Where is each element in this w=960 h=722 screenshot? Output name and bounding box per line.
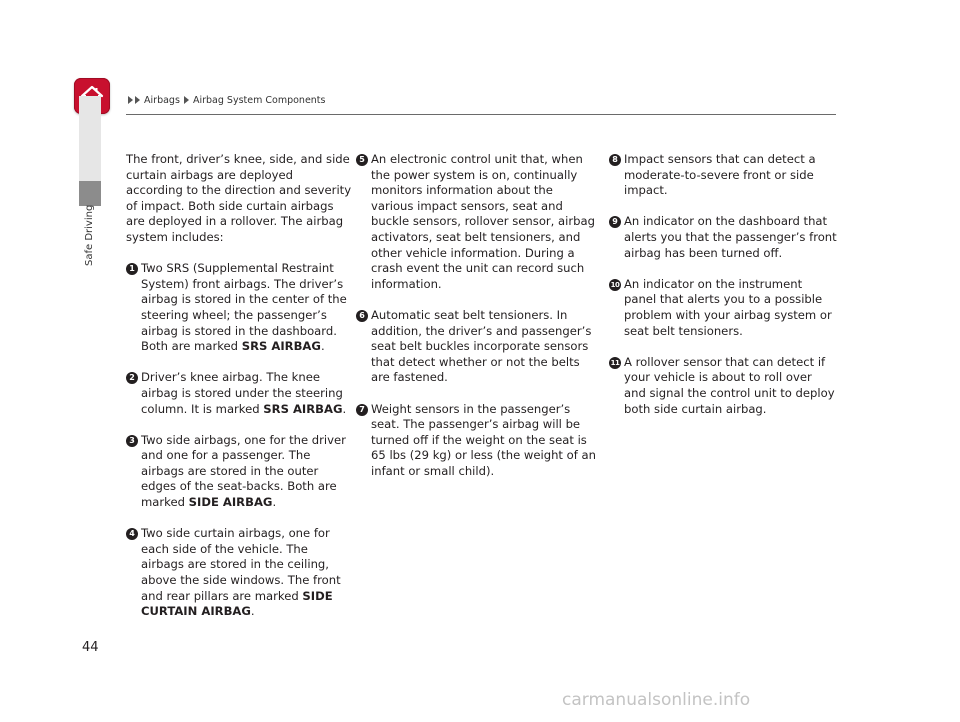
content-column-1 bbox=[126, 152, 352, 635]
breadcrumb-arrow-icon bbox=[135, 96, 140, 104]
header-divider bbox=[126, 114, 836, 115]
section-label: Safe Driving bbox=[84, 204, 95, 266]
list-item: 9 An indicator on the dashboard that alerts you that the passenger’s front airbag has been turned off. bbox=[609, 214, 837, 261]
list-item: 6 Automatic seat belt tensioners. In addition, the driver’s and passenger’s seat belt buckles incorporate sensors that detect whether or not the belts are fastened. bbox=[356, 308, 598, 386]
list-item: 3 Two side airbags, one for the driver and one for a passenger. The airbags are stored in the outer edges of the seat-backs. Both are marked SIDE AIRBAG. bbox=[126, 433, 352, 511]
number-badge: 1 bbox=[126, 263, 138, 275]
intro-paragraph: The front, driver’s knee, side, and side curtain airbags are deployed according to the direction and severity of impact. Both side curtain airbags are deployed in a rollover. The airbag system includes: bbox=[126, 152, 352, 244]
number-badge: 10 bbox=[610, 280, 620, 289]
list-item: 1 Two SRS (Supplemental Restraint System) front airbags. The driver’s airbag is stored in the center of the steering wheel; the passenger’s airbag is stored in the dashboard. Both are marked SRS AIRBAG. bbox=[126, 261, 352, 355]
content-column-3 bbox=[609, 152, 837, 433]
list-item: 5 An electronic control unit that, when the power system is on, continually monitors information about the various impact sensors, seat and buckle sensors, rollover sensor, airbag activators, seat belt tensioners, and other vehicle information. During a crash event the unit can record such information. bbox=[356, 152, 598, 292]
content-column-2 bbox=[356, 152, 598, 495]
breadcrumb-current: Airbag System Components bbox=[192, 95, 326, 106]
watermark: carmanualsonline.info bbox=[562, 690, 751, 710]
number-badge: 5 bbox=[356, 154, 368, 166]
list-item: 4 Two side curtain airbags, one for each side of the vehicle. The airbags are stored in the ceiling, above the side windows. The front and rear pillars are marked SIDE CURTAIN AIRBAG. bbox=[126, 526, 352, 620]
number-badge: 2 bbox=[126, 372, 138, 384]
breadcrumb bbox=[127, 95, 325, 106]
number-badge: 8 bbox=[609, 154, 621, 166]
list-item: 2 Driver’s knee airbag. The knee airbag is stored under the steering column. It is marked SRS AIRBAG. bbox=[126, 370, 352, 417]
number-badge: 9 bbox=[609, 216, 621, 228]
list-item: 11 A rollover sensor that can detect if your vehicle is about to roll over and signal the control unit to deploy both side curtain airbag. bbox=[610, 354, 835, 416]
page-number: 44 bbox=[82, 640, 99, 655]
number-badge: 6 bbox=[356, 310, 368, 322]
list-item: 8 Impact sensors that can detect a moderate-to-severe front or side impact. bbox=[609, 152, 837, 199]
section-tab-marker bbox=[79, 181, 101, 206]
number-badge: 4 bbox=[126, 528, 138, 540]
number-badge: 7 bbox=[356, 404, 368, 416]
section-tab bbox=[79, 96, 101, 181]
list-item: 7 Weight sensors in the passenger’s seat. The passenger’s airbag will be turned off if the weight on the seat is 65 lbs (29 kg) or less (the weight of an infant or small child). bbox=[356, 402, 598, 480]
breadcrumb-arrow-icon bbox=[184, 96, 189, 104]
list-item: 10 An indicator on the instrument panel that alerts you to a possible problem with your airbag system or seat belt tensioners. bbox=[610, 276, 832, 338]
breadcrumb-link-airbags[interactable]: Airbags bbox=[144, 95, 180, 106]
number-badge: 11 bbox=[610, 358, 620, 367]
number-badge: 3 bbox=[126, 435, 138, 447]
breadcrumb-arrow-icon bbox=[128, 96, 133, 104]
